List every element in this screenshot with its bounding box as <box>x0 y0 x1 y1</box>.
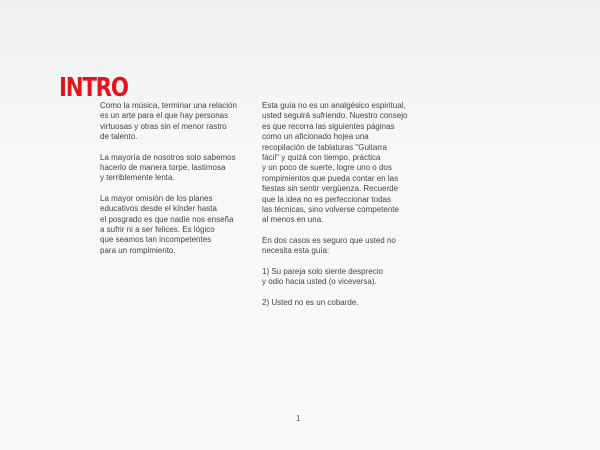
left-column <box>100 101 275 266</box>
right-column <box>262 101 442 318</box>
intro-paragraph-1: Como la música, terminar una relación es un arte para el que hay personas virtuosas y otras sin el menor rastro de talento. <box>100 101 237 142</box>
list-item-1: 1) Su pareja solo siente desprecio y odio hacia usted (o viceversa). <box>262 266 383 287</box>
intro-paragraph-3: La mayor omisión de los planes educativos desde el kínder hasta el posgrado es que nadie nos enseña a sufrir ni a ser felices. Es lógico que seamos tan incompetentes para un rompimiento. <box>100 193 234 255</box>
page-title: INTRO <box>59 73 128 103</box>
page-number: 1 <box>296 414 301 423</box>
list-item-2: 2) Usted no es un cobarde. <box>262 297 359 307</box>
guide-paragraph-1: Esta guía no es un analgésico espiritual, usted seguirá sufriendo. Nuestro consejo es que recorra las siguientes páginas como un aficionado hojea una recopilación de tablaturas "Guitarra fácil" y quizá con tiempo, práctica y un poco de suerte, logre uno o dos rompimientos que pueda contar en las fiestas sin sentir vergüenza. Recuerde que la idea no es perfeccionar todas las técnicas, sino volverse competente al menos en una. <box>262 101 408 225</box>
intro-paragraph-2: La mayoría de nosotros solo sabemos hacerlo de manera torpe, lastimosa y terriblemente lenta. <box>100 152 236 183</box>
guide-paragraph-2: En dos casos es seguro que usted no necesita esta guía: <box>262 235 396 256</box>
